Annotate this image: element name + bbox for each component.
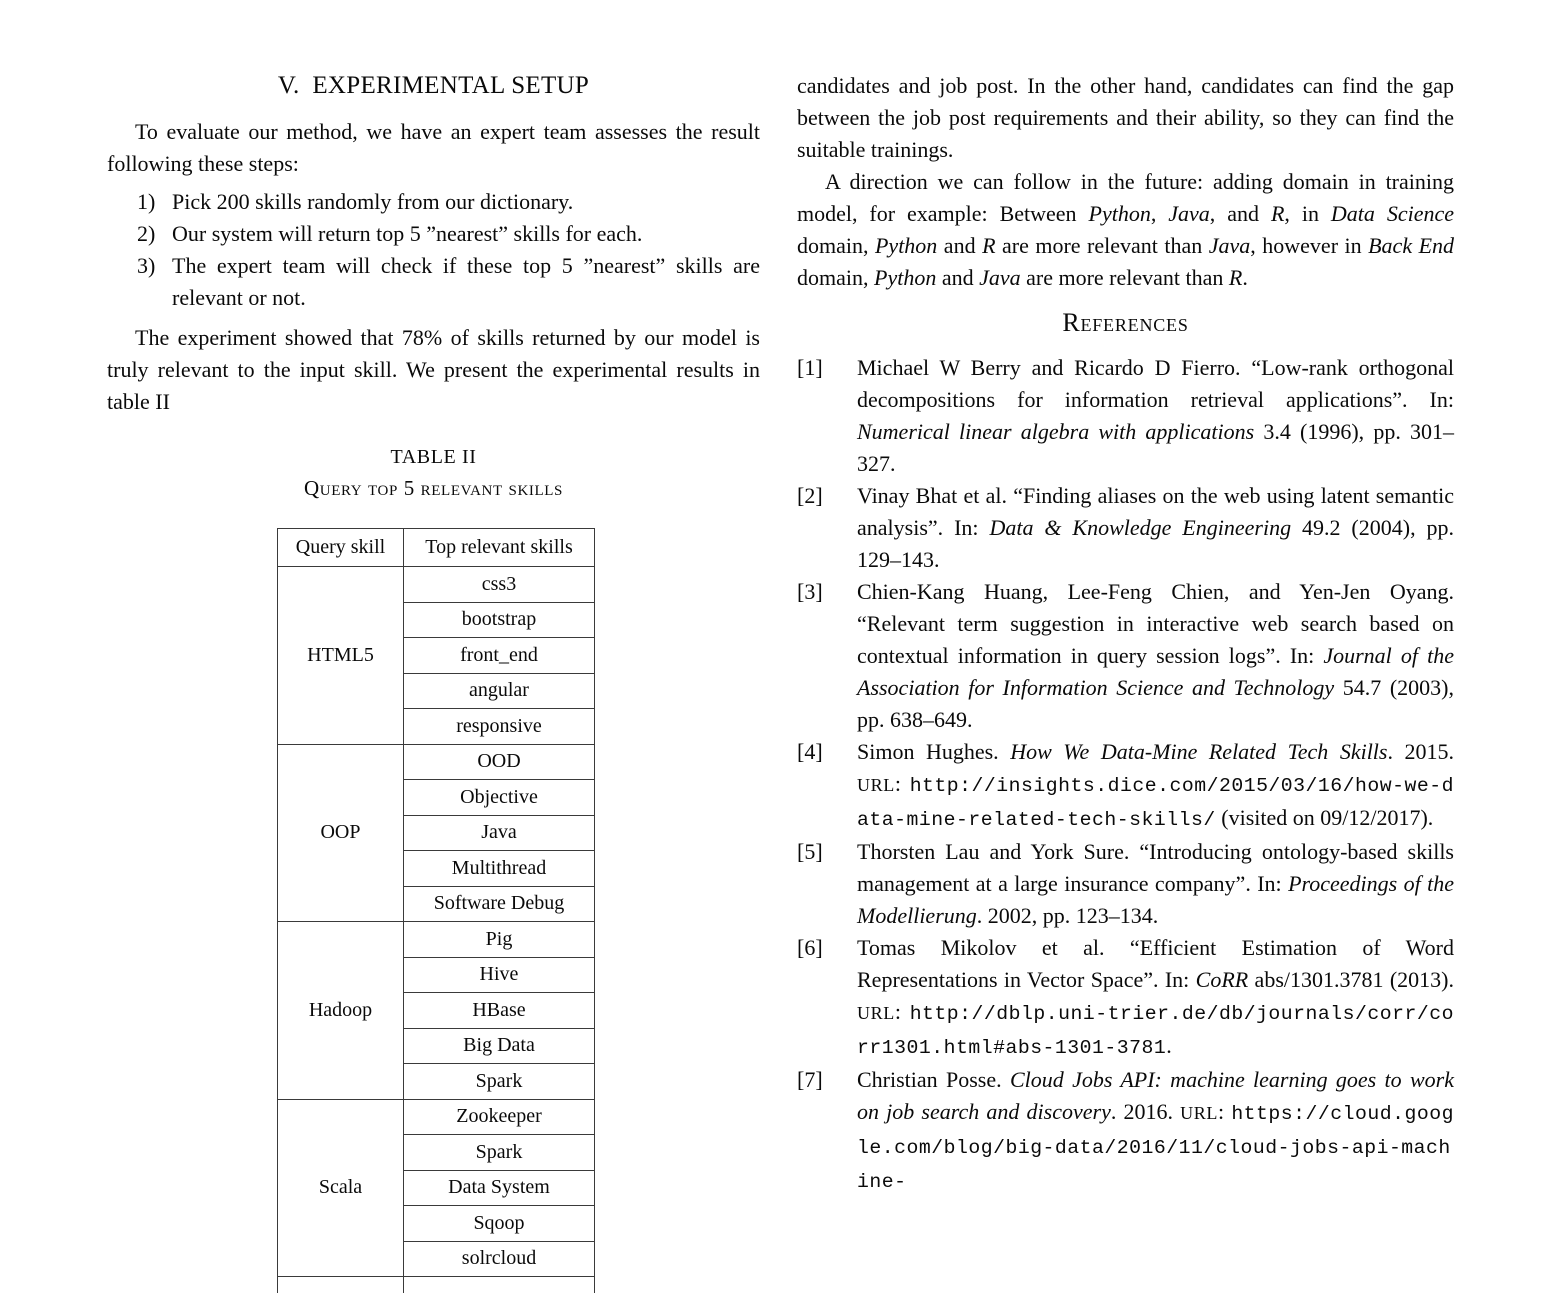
text-segment: Data & Knowledge Engineering [989,515,1292,540]
text-segment: URL [857,775,895,795]
query-skill-cell: HTML5 [278,567,404,745]
paragraph-candidates-gap: candidates and job post. In the other hand, candidates can find the gap between the job post requirements and their ability, so they can find the suitable trainings. [797,73,1454,162]
text-segment: domain, [797,265,874,290]
paragraph-future-direction [797,166,1454,294]
text-segment: Data Science [1330,201,1454,226]
list-item-text: The expert team will check if these top 5 ”nearest” skills are relevant or not. [172,253,760,310]
table-row [278,567,595,603]
list-item [107,186,760,218]
text-segment: . [1166,1033,1172,1058]
reference-item [797,480,1454,576]
text-segment: . [1242,265,1248,290]
skill-cell: bootstrap [404,602,595,638]
table-header-query-skill: Query skill [278,529,404,567]
text-segment: : [894,999,910,1024]
text-segment: R [1228,265,1243,290]
text-segment: R [1270,201,1285,226]
skill-cell: solrcloud [404,1241,595,1277]
skill-cell: Data System [404,1170,595,1206]
text-segment: Python [874,233,938,258]
left-column [107,0,760,1294]
table-row-clipped [278,1277,595,1294]
text-segment: Back End [1368,233,1455,258]
text-segment: http://dblp.uni-trier.de/db/journals/corr/corr1301.html#abs-1301-3781 [857,1003,1454,1059]
table-header-row [278,529,595,567]
text-segment: 54.7 (2003), pp. 638–649. [857,675,1454,732]
reference-number: [7] [797,1067,823,1092]
skill-cell: angular [404,673,595,709]
reference-text [857,355,1454,476]
reference-number: [2] [797,483,823,508]
list-item-number: 2) [137,221,156,246]
text-segment: Java [1208,233,1251,258]
text-segment: Tomas Mikolov et al. “Efficient Estimation of Word Representations in Vector Space”. In: [857,935,1454,992]
text-segment: 49.2 (2004), pp. 129–143. [857,515,1455,572]
text-segment: How We Data-Mine Related Tech Skills [1010,739,1388,764]
text-segment: URL [857,1003,895,1023]
list-item [107,218,760,250]
section-heading-experimental-setup: V. EXPERIMENTAL SETUP [277,72,590,99]
text-segment: and [936,265,980,290]
reference-item [797,736,1454,836]
references-list [797,352,1454,1198]
table-caption-number: TABLE II [390,446,477,468]
reference-item [797,932,1454,1064]
text-segment: Cloud Jobs API: machine learning goes to work on job search and discovery [857,1067,1455,1124]
reference-text [857,483,1454,572]
table-row [278,922,595,958]
reference-text [857,935,1454,1058]
skills-table [277,528,595,1293]
reference-item [797,576,1454,736]
evaluation-steps-list [107,186,760,314]
text-segment: abs/1301.3781 (2013). [1248,967,1454,992]
skill-cell: Sqoop [404,1206,595,1242]
text-segment: and [937,233,983,258]
text-segment: are more relevant than [995,233,1209,258]
reference-item [797,1064,1454,1198]
text-segment: , [1150,201,1169,226]
reference-number: [3] [797,579,823,604]
reference-item [797,836,1454,932]
paragraph-experiment-result: The experiment showed that 78% of skills returned by our model is truly relevant to the input skill. We present the experimental results in table II [107,325,760,414]
skills-table-body [278,567,595,1294]
text-segment: , however in [1250,233,1369,258]
text-segment: R [982,233,996,258]
text-segment: Chien-Kang Huang, Lee-Feng Chien, and Yen-Jen Oyang. “Relevant term suggestion in interactive web search based on contextual information in query session logs”. In: [857,579,1454,668]
skill-cell: Multithread [404,851,595,887]
skill-cell: HBase [404,993,595,1029]
skill-cell: Spark [404,1135,595,1171]
reference-number: [6] [797,935,823,960]
skill-cell: Hive [404,957,595,993]
reference-number: [4] [797,739,823,764]
table-caption-title: Query top 5 relevant skills [304,476,563,500]
table-header-top-relevant-skills: Top relevant skills [404,529,595,567]
query-skill-cell: Hadoop [278,922,404,1100]
skill-cell [404,1277,595,1294]
text-segment: , and [1209,201,1271,226]
text-segment: http://insights.dice.com/2015/03/16/how-we-data-mine-related-tech-skills/ [857,775,1454,831]
skill-cell: front_end [404,638,595,674]
text-segment: Thorsten Lau and York Sure. “Introducing ontology-based skills management at a large insurance company”. In: [857,839,1454,896]
text-segment: Python [874,265,937,290]
text-segment: , in [1284,201,1331,226]
text-segment: A direction we can follow in the future: adding domain in training model, for example: Between [797,169,1454,226]
text-segment: : [894,771,910,796]
text-segment: : [1218,1099,1232,1124]
table-row [278,1099,595,1135]
text-segment: Proceedings of the Modellierung [857,871,1455,928]
skill-cell: Objective [404,780,595,816]
text-segment: . 2002, pp. 123–134. [976,903,1159,928]
text-segment: Christian Posse. [857,1067,1010,1092]
text-segment: URL [1180,1103,1219,1123]
text-segment: Vinay Bhat et al. “Finding aliases on the web using latent semantic analysis”. In: [857,483,1454,540]
skill-cell: OOD [404,744,595,780]
text-segment: 3.4 (1996), pp. 301–327. [857,419,1455,476]
right-column [797,0,1454,1294]
text-segment: Java [979,265,1021,290]
text-segment: Simon Hughes. [857,739,1011,764]
reference-text [857,839,1454,928]
text-segment: . 2015. [1387,739,1454,764]
table-row [278,744,595,780]
text-segment: Journal of the Association for Information Science and Technology [857,643,1454,700]
list-item [107,250,760,314]
skill-cell: Big Data [404,1028,595,1064]
list-item-text: Our system will return top 5 ”nearest” skills for each. [172,221,643,246]
text-segment: Java [1168,201,1210,226]
query-skill-cell: OOP [278,744,404,922]
reference-text [857,739,1454,830]
skill-cell: Software Debug [404,886,595,922]
text-segment: are more relevant than [1020,265,1229,290]
query-skill-cell [278,1277,404,1294]
list-item-text: Pick 200 skills randomly from our dictionary. [172,189,574,214]
text-segment: https://cloud.google.com/blog/big-data/2016/11/cloud-jobs-api-machine- [857,1103,1454,1193]
reference-text [857,1067,1454,1192]
skill-cell: Zookeeper [404,1099,595,1135]
skill-cell: Java [404,815,595,851]
skill-cell: responsive [404,709,595,745]
text-segment: Python [1088,201,1151,226]
reference-number: [5] [797,839,823,864]
list-item-number: 1) [137,189,156,214]
skill-cell: css3 [404,567,595,603]
query-skill-cell: Scala [278,1099,404,1277]
skills-table-wrapper [277,528,760,1293]
reference-number: [1] [797,355,823,380]
reference-item [797,352,1454,480]
text-segment: (visited on 09/12/2017). [1215,805,1434,830]
skill-cell: Pig [404,922,595,958]
reference-text [857,579,1454,732]
paragraph-evaluation-intro: To evaluate our method, we have an expert team assesses the result following these steps: [107,119,760,176]
text-segment: Numerical linear algebra with applications [857,419,1255,444]
text-segment: CoRR [1195,967,1249,992]
text-segment: . 2016. [1110,1099,1181,1124]
references-heading: References [1062,308,1189,337]
list-item-number: 3) [137,253,156,278]
skill-cell: Spark [404,1064,595,1100]
text-segment: domain, [797,233,875,258]
text-segment: Michael W Berry and Ricardo D Fierro. “Low-rank orthogonal decompositions for information retrieval applications”. In: [857,355,1454,412]
